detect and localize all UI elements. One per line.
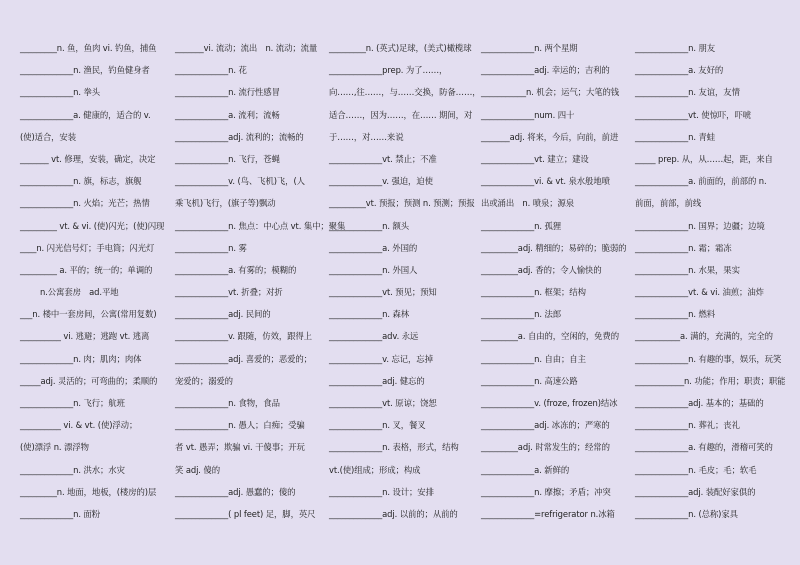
vocab-entry: _________ a. 平的；统一的；单调的 xyxy=(20,264,153,275)
vocab-entry: 前面，前部，前线 xyxy=(635,198,702,209)
vocab-entry: 于……，对……来说 xyxy=(329,131,404,142)
vocab-entry: _____________vt. 使惊吓，吓唬 xyxy=(635,109,751,120)
vocab-entry: _____________vi. & vt. 泉水般地喷 xyxy=(481,176,610,187)
vocab-entry: _____________v. (froze, frozen)结冰 xyxy=(481,398,618,408)
vocab-entry: _____________a. 新鲜的 xyxy=(481,464,570,475)
column-3 xyxy=(329,37,481,525)
vocab-entry: _____________vt. 预见；预知 xyxy=(329,287,437,298)
vocab-entry: _____________a. 健康的，适合的 v. xyxy=(20,109,151,120)
vocab-entry: _____________prep. 为了……， xyxy=(329,65,448,76)
vocab-entry: _____________n. 拳头 xyxy=(20,87,101,98)
vocab-entry: _____________n. 毛皮；毛；软毛 xyxy=(635,464,757,475)
vocab-entry: _________adj. 时常发生的；经常的 xyxy=(481,442,610,453)
vocab-entry: _____________adj. 健忘的 xyxy=(329,375,425,386)
vocab-entry: 乘飞机)飞行，(旗子等)飘动 xyxy=(175,198,276,209)
vocab-entry: _____________n. 设计；安排 xyxy=(329,486,434,497)
vocab-entry: _____________n. 朋友 xyxy=(635,43,716,53)
vocab-entry: _____________v. 强迫，迫使 xyxy=(329,176,433,187)
vocab-entry: _____________adj. 以前的；从前的 xyxy=(329,508,458,519)
vocab-entry: _____________n. 外国人 xyxy=(329,264,418,275)
column-5 xyxy=(635,37,787,525)
vocab-entry: 适合……，因为……，在…… 期间，对 xyxy=(329,109,473,120)
vocab-entry: n.公寓套房 ad.平地 xyxy=(40,287,119,298)
vocab-entry: _____________n. 孤狸 xyxy=(481,220,562,231)
vocab-entry: _____________v. 忘记，忘掉 xyxy=(329,353,433,364)
vocab-entry: _____________n. 高速公路 xyxy=(481,375,578,386)
vocab-entry: _____________n. 洪水；水灾 xyxy=(20,464,125,475)
vocab-entry: ____________n. 功能；作用；职责；职能 xyxy=(635,375,786,386)
vocab-entry: _____________adj. 喜爱的；恶爱的； xyxy=(175,353,312,364)
vocab-entry: 者 vt. 愚弄；欺骗 vi. 干傻事；开玩 xyxy=(175,442,305,453)
vocab-entry: _____________n. 摩擦；矛盾；冲突 xyxy=(481,486,611,497)
vocab-entry: _____________n. 葬礼；丧礼 xyxy=(635,420,740,431)
vocab-entry: _____________adj. 民间的 xyxy=(175,309,271,320)
vocab-entry: _____________adj. 冰冻的；严寒的 xyxy=(481,420,610,431)
vocab-entry: _____________n. 愚人；白痴；受骗 xyxy=(175,420,305,431)
vocab-entry: _____________a. 流利；流畅 xyxy=(175,109,280,120)
vocab-entry: _____________adj. 愚蠢的；傻的 xyxy=(175,486,296,497)
vocab-entry: ___n. 楼中一套房间，公寓(常用复数) xyxy=(20,309,157,320)
vocab-entry: _____adj. 灵活的；可弯曲的；柔顺的 xyxy=(20,375,158,386)
vocab-entry: _____________n. 霜；霜冻 xyxy=(635,242,732,253)
vocab-entry: _____________=refrigerator n.冰箱 xyxy=(481,508,615,519)
vocab-entry: 笑 adj. 傻的 xyxy=(175,464,220,475)
vocab-entry: 宠爱的；溺爱的 xyxy=(175,375,233,386)
vocab-entry: _____________n. 飞行；航班 xyxy=(20,398,125,408)
vocab-entry: _____________n. 友谊，友情 xyxy=(635,87,740,98)
vocab-entry: _____________adv. 永远 xyxy=(329,331,419,342)
vocab-entry: _____________adj. 流利的；流畅的 xyxy=(175,131,304,142)
vocab-entry: ____n. 闪光信号灯；手电筒；闪光灯 xyxy=(20,242,155,253)
vocab-entry: _____________n. 燃料 xyxy=(635,309,716,320)
vocab-entry: _____________vt. 禁止；不准 xyxy=(329,153,437,164)
vocab-entry: 出或涌出 n. 喷泉；源泉 xyxy=(481,198,575,209)
vocab-entry: _____________n. 森林 xyxy=(329,309,410,320)
vocab-entry: _____________num. 四十 xyxy=(481,109,575,120)
vocab-entry: _____________n. 肉；肌肉；肉体 xyxy=(20,353,142,364)
vocab-entry: _____________a. 有雾的；模糊的 xyxy=(175,264,297,275)
vocab-entry: _____________n. 飞行，苍蝇 xyxy=(175,153,280,164)
vocab-entry: _____________n. 渔民，钓鱼健身者 xyxy=(20,65,150,76)
vocab-entry: _____________v. (鸟、飞机)飞，(人 xyxy=(175,176,305,187)
vocab-entry: _____________n. 额头 xyxy=(329,220,410,231)
vocab-entry: _____________adj. 基本的；基础的 xyxy=(635,398,764,408)
vocab-entry: _____________v. 跟随，仿效，跟得上 xyxy=(175,331,312,342)
vocab-entry: __________ vi. 逃避；逃跑 vt. 逃离 xyxy=(20,331,150,342)
vocab-entry: _____________n. 焦点：中心点 vt. 集中；聚集 xyxy=(175,220,346,231)
column-2 xyxy=(175,37,346,525)
vocab-entry: _____________n. 表格，形式，结构 xyxy=(329,442,459,453)
vocab-entry: _____________n. 水果，果实 xyxy=(635,264,740,275)
vocab-entry: _____________n. 叉，餐叉 xyxy=(329,420,426,431)
vocab-entry: _____________vt. & vi. 油煎；油炸 xyxy=(635,287,764,298)
vocab-entry: _____________n. 面粉 xyxy=(20,508,101,519)
vocab-entry: _____________n. 自由；自主 xyxy=(481,353,586,364)
vocab-entry: _____________n. 青蛙 xyxy=(635,131,716,142)
vocab-entry: _____________a. 前面的，前部的 n. xyxy=(635,176,767,187)
vocab-entry: _________n. 地面，地板，(楼房的)层 xyxy=(20,486,157,497)
vocab-entry: _____________n. 框架；结构 xyxy=(481,287,586,298)
vocab-entry: _____ prep. 从，从……起，距，来自 xyxy=(635,153,773,164)
vocab-entry: _____________a. 有趣的，滑稽可笑的 xyxy=(635,442,773,453)
vocab-entry: _________a. 自由的，空闲的，免费的 xyxy=(481,331,619,342)
column-4 xyxy=(481,37,633,525)
vocab-entry: _____________n. 国界；边疆；边境 xyxy=(635,220,765,231)
vocab-entry: _____________vt. 建立；建设 xyxy=(481,153,589,164)
vocab-entry: _____________a. 外国的 xyxy=(329,242,418,253)
vocab-entry: _________ vt. & vi. (使)闪光；(使)闪现 xyxy=(20,220,165,231)
vocab-entry: _____________adj. 幸运的；吉利的 xyxy=(481,65,610,76)
vocab-entry: vt.(使)组成；形成；构成 xyxy=(329,464,421,475)
vocab-entry: (使)漂浮 n. 漂浮物 xyxy=(20,442,89,453)
vocab-entry: _____________n. 火焰；光芒；热情 xyxy=(20,198,150,209)
vocab-entry: _________vt. 预报；预测 n. 预测；预报 xyxy=(329,198,475,209)
vocab-entry: _________n. 鱼，鱼肉 vi. 钓鱼，捕鱼 xyxy=(20,43,157,53)
vocab-entry: _______ vt. 修理，安装，确定，决定 xyxy=(20,153,156,164)
vocab-entry: _____________n. 法郎 xyxy=(481,309,562,320)
vocab-entry: _____________vt. 折叠；对折 xyxy=(175,287,283,298)
vocab-entry: _____________n. 雾 xyxy=(175,242,247,253)
vocab-entry: _____________vt. 原谅；饶恕 xyxy=(329,398,437,408)
vocab-entry: _______adj. 将来，今后，向前，前进 xyxy=(481,131,619,142)
vocab-entry: _____________n. 有趣的事，娱乐，玩笑 xyxy=(635,353,782,364)
vocab-entry: _________n. (英式)足球，(美式)橄榄球 xyxy=(329,43,472,53)
vocab-entry: _______vi. 流动；流出 n. 流动；流量 xyxy=(175,43,318,53)
vocab-entry: ___________n. 机会；运气；大笔的钱 xyxy=(481,87,620,98)
vocab-entry: _____________n. 流行性感冒 xyxy=(175,87,280,98)
vocab-entry: _____________n. 食物，食品 xyxy=(175,398,280,408)
vocab-entry: (使)适合，安装 xyxy=(20,131,76,142)
vocab-entry: _________adj. 香的；令人愉快的 xyxy=(481,264,602,275)
vocab-entry: 向……,往……，与……交换，防备……， xyxy=(329,87,481,98)
vocab-entry: _____________adj. 装配好家俱的 xyxy=(635,486,756,497)
vocab-entry: _____________a. 友好的 xyxy=(635,65,724,76)
vocab-entry: _____________n. 两个星期 xyxy=(481,43,578,53)
vocab-entry: _________adj. 精细的；易碎的；脆弱的 xyxy=(481,242,627,253)
column-1 xyxy=(20,37,172,525)
vocab-entry: __________ vi. & vt. (使)浮动； xyxy=(20,420,138,431)
vocab-entry: ___________a. 满的，充满的，完全的 xyxy=(635,331,773,342)
vocab-entry: _____________n. 花 xyxy=(175,65,247,76)
vocab-entry: _____________( pl feet) 足，脚，英尺 xyxy=(175,508,316,519)
vocab-entry: _____________n. 旗，标志，旗舰 xyxy=(20,176,142,187)
vocab-entry: _____________n. (总称)家具 xyxy=(635,508,738,519)
